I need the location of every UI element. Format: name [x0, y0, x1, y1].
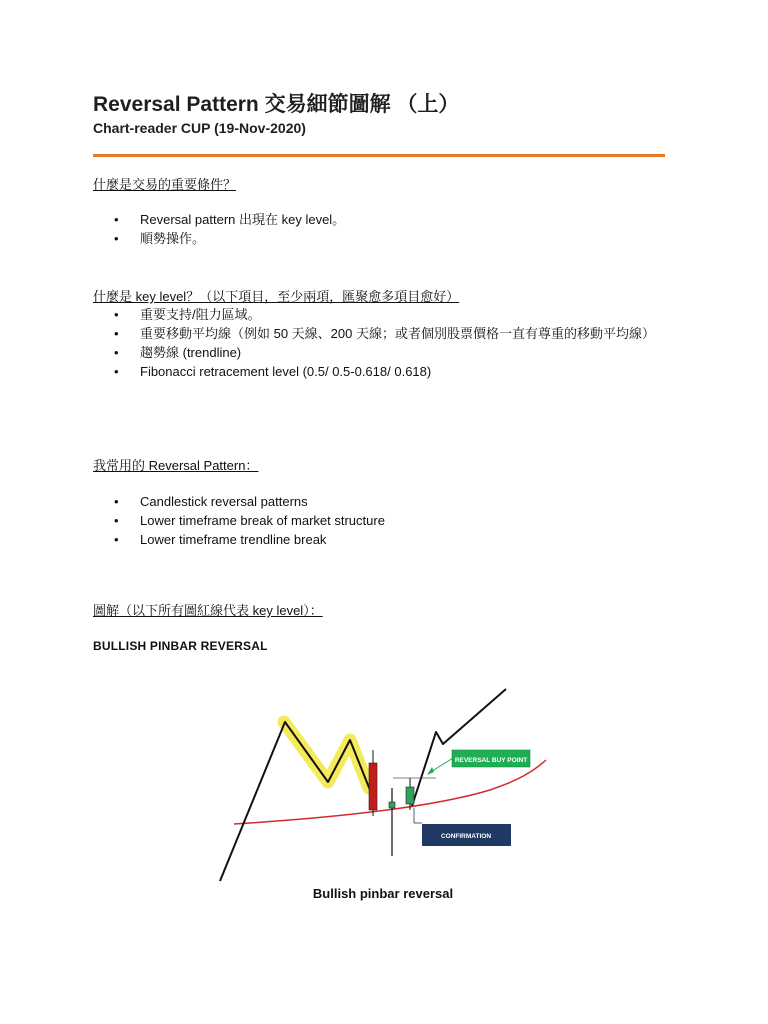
title-divider: [93, 154, 665, 157]
bearish-candle: [369, 763, 377, 810]
list-item: • Lower timeframe trendline break: [93, 530, 678, 549]
list-item: • 趨勢線 (trendline): [93, 343, 678, 362]
figure-title: BULLISH PINBAR REVERSAL: [93, 639, 268, 653]
reversal-buy-point-label: REVERSAL BUY POINT: [454, 757, 528, 764]
page-subtitle: Chart-reader CUP (19-Nov-2020): [93, 120, 306, 136]
key-level-list: [93, 305, 678, 381]
list-item: • Reversal pattern 出現在 key level。: [93, 210, 678, 229]
reversal-patterns-list: [93, 492, 678, 549]
pinbar-candle: [389, 802, 395, 808]
list-item: • 重要支持/阻力區域。: [93, 305, 678, 324]
section-heading-key-conditions: 什麼是交易的重要條件？: [93, 177, 237, 192]
buy-point-arrowhead: [427, 767, 434, 775]
section-heading-reversal-patterns: 我常用的 Reversal Pattern：: [93, 458, 259, 473]
list-item: • 順勢操作。: [93, 229, 678, 248]
section-heading-key-level: 什麼是 key level？（以下項目，至少兩項，匯聚愈多項目愈好）: [93, 289, 460, 304]
figure-caption: Bullish pinbar reversal: [312, 886, 454, 901]
pinbar-reversal-diagram: [210, 678, 560, 888]
page-title: Reversal Pattern 交易細節圖解 （上）: [93, 93, 460, 116]
section-heading-illustrations: 圖解（以下所有圖紅線代表 key level）：: [93, 603, 323, 618]
confirmation-label: CONFIRMATION: [440, 833, 492, 840]
key-level-line: [234, 760, 546, 824]
list-item: • Fibonacci retracement level (0.5/ 0.5-0.618/ 0.618): [93, 362, 678, 381]
list-item: • Candlestick reversal patterns: [93, 492, 678, 511]
key-conditions-list: [93, 210, 678, 248]
list-item: • 重要移動平均線（例如 50 天線、200 天線；或者個別股票價格一直有尊重的移動平均線）: [93, 324, 678, 343]
price-path-right: [412, 689, 506, 806]
list-item: • Lower timeframe break of market structure: [93, 511, 678, 530]
confirmation-candle: [406, 787, 414, 804]
